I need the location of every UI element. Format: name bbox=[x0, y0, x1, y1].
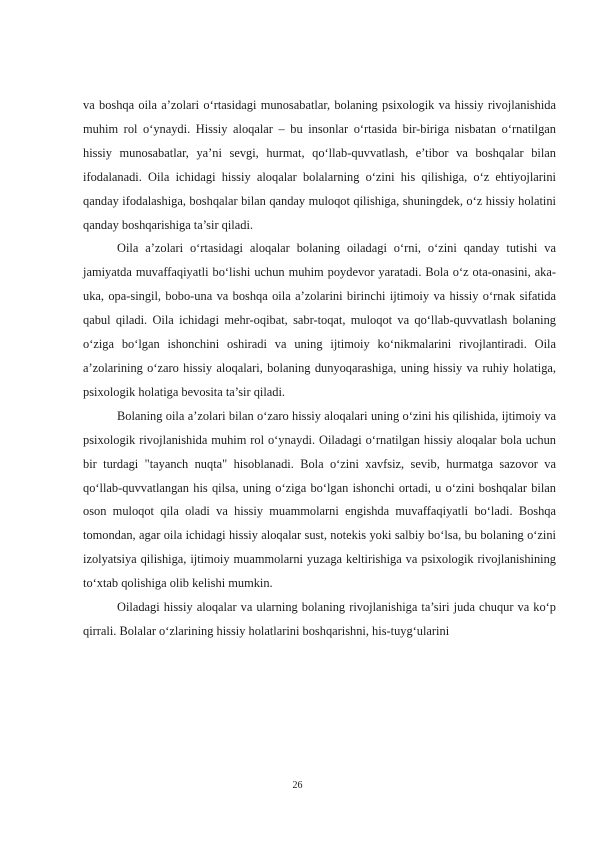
paragraph-3: Bolaning oila a’zolari bilan o‘zaro hissiy aloqalari uning o‘zini his qilishida, ijtimoiy va psixologik rivojlanishida muhim rol o‘ynaydi. Oiladagi o‘rnatilgan hissiy aloqalar bola uchun bir turdagi "tayanch nuqta" hisoblanadi. Bola o‘zini xavfsiz, sevib, hurmatga sazovor va qo‘llab-quvvatlangan his qilsa, uning o‘ziga bo‘lgan ishonchi ortadi, u o‘zini boshqalar bilan oson muloqot qila oladi va hissiy muammolarni engishda muvaffaqiyatli bo‘ladi. Boshqa tomondan, agar oila ichidagi hissiy aloqalar sust, notekis yoki salbiy bo‘lsa, bu bolaning o‘zini izolyatsiya qilishiga, ijtimoiy muammolarni yuzaga keltirishiga va psixologik rivojlanishining to‘xtab qolishiga olib kelishi mumkin. bbox=[83, 408, 556, 591]
page-number: 26 bbox=[292, 780, 303, 791]
paragraph-2: Oila a’zolari o‘rtasidagi aloqalar bolaning oiladagi o‘rni, o‘zini qanday tutishi va jamiyatda muvaffaqiyatli bo‘lishi uchun muhim poydevor yaratadi. Bola o‘z ota-onasini, aka-uka, opa-singil, bobo-una va boshqa oila a’zolarini birinchi ijtimoiy va hissiy o‘rnak sifatida qabul qiladi. Oila ichidagi mehr-oqibat, sabr-toqat, muloqot va qo‘llab-quvvatlash bolaning o‘ziga bo‘lgan ishonchini oshiradi va uning ijtimoiy ko‘nikmalarini rivojlantiradi. Oila a’zolarining o‘zaro hissiy aloqalari, bolaning dunyoqarashiga, uning hissiy va ruhiy holatiga, psixologik holatiga bevosita ta’sir qiladi. bbox=[83, 241, 556, 399]
paragraph-4: Oiladagi hissiy aloqalar va ularning bolaning rivojlanishiga ta’siri juda chuqur va ko‘p qirrali. Bolalar o‘zlarining hissiy holatlarini boshqarishni, his-tuyg‘ularini bbox=[83, 600, 556, 638]
document-body bbox=[83, 94, 556, 644]
paragraph-1: va boshqa oila a’zolari o‘rtasidagi munosabatlar, bolaning psixologik va hissiy rivojlanishida muhim rol o‘ynaydi. Hissiy aloqalar – bu insonlar o‘rtasida bir-biriga nisbatan o‘rnatilgan hissiy munosabatlar, ya’ni sevgi, hurmat, qo‘llab-quvvatlash, e’tibor va boshqalar bilan ifodalanadi. Oila ichidagi hissiy aloqalar bolalarning o‘zini his qilishiga, o‘z ehtiyojlarini qanday ifodalashiga, boshqalar bilan qanday muloqot qilishiga, shuningdek, o‘z hissiy holatini qanday boshqarishiga ta’sir qiladi. bbox=[83, 98, 556, 232]
